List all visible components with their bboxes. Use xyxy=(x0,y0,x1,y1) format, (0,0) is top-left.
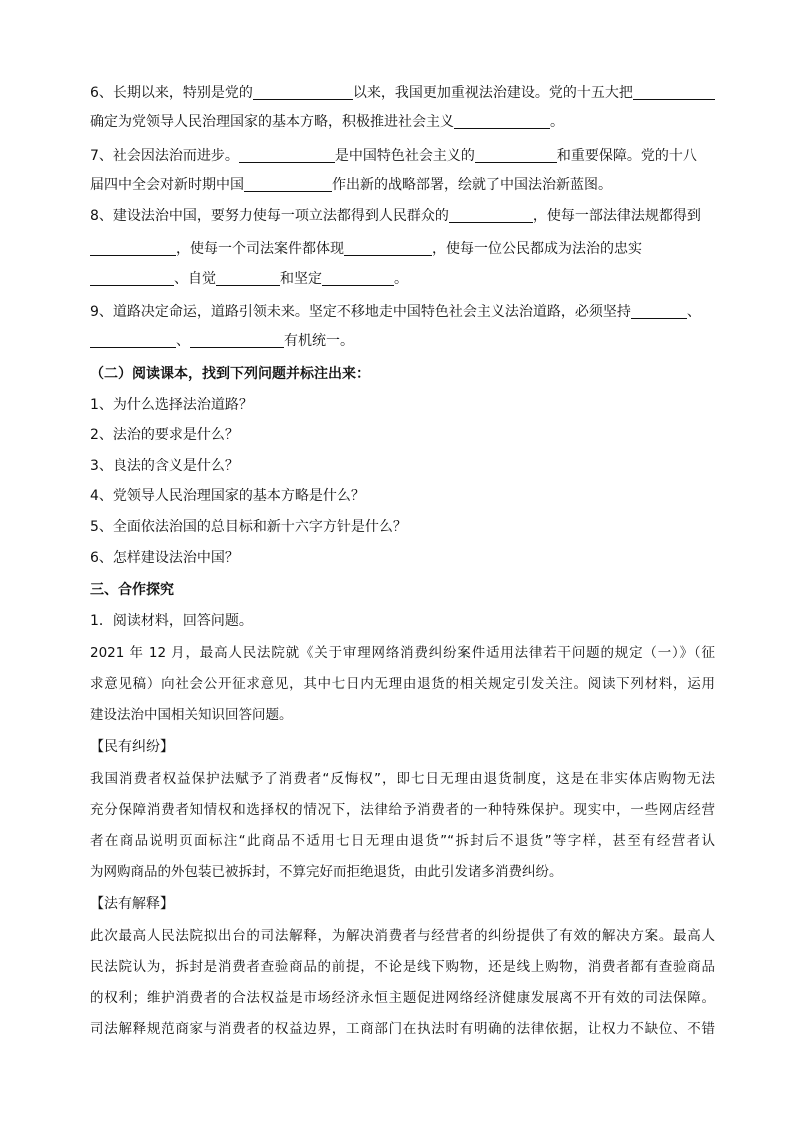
reading-heading: （二）阅读课本，找到下列问题并标注出来： xyxy=(90,366,370,382)
q8-blank-2[interactable] xyxy=(90,240,176,256)
q6-blank-2[interactable] xyxy=(633,84,715,100)
box2-line-1: 此次最高人民法院拟出台的司法解释，为解决消费者与经营者的纠纷提供了有效的解决方案。最高人 xyxy=(90,928,715,944)
q9-blank-1[interactable] xyxy=(631,303,687,319)
q8-blank-6[interactable] xyxy=(322,270,394,286)
q8-blank-1[interactable] xyxy=(449,207,533,223)
q8-text-e: 、自觉 xyxy=(174,271,216,287)
q9-text-a: 9、道路决定命运，道路引领未来。坚定不移地走中国特色社会主义法治道路，必须坚持 xyxy=(90,304,631,320)
reading-question-3: 3、良法的含义是什么？ xyxy=(90,458,239,474)
reading-question-1: 1、为什么选择法治道路？ xyxy=(90,397,253,413)
q6-blank-3[interactable] xyxy=(454,113,550,129)
q7-blank-2[interactable] xyxy=(475,147,557,163)
q6-text-a: 6、长期以来，特别是党的 xyxy=(90,85,253,101)
q9-blank-3[interactable] xyxy=(190,332,284,348)
box2-line-3: 的权利；维护消费者的合法权益是市场经济永恒主题促进网络经济健康发展离不开有效的司法保障。 xyxy=(90,990,715,1006)
q9-text-d: 有机统一。 xyxy=(284,333,354,349)
q8-blank-3[interactable] xyxy=(344,240,432,256)
q9-line-1 xyxy=(90,302,715,322)
intro-line-1: 2021 年 12 月，最高人民法院就《关于审理网络消费纠纷案件适用法律若干问题的规定（一）》（征 xyxy=(90,645,715,661)
q8-text-g: 。 xyxy=(394,271,408,287)
q8-blank-5[interactable] xyxy=(216,270,280,286)
q6-line-2 xyxy=(90,112,715,132)
box1-line-2: 充分保障消费者知情权和选择权的情况下，法律给予消费者的一种特殊保护。现实中，一些网店经营 xyxy=(90,802,715,818)
q9-blank-2[interactable] xyxy=(90,332,176,348)
q7-text-b: 是中国特色社会主义的 xyxy=(334,148,475,164)
intro-line-3: 建设法治中国相关知识回答问题。 xyxy=(90,707,293,723)
cooperation-heading: 三、合作探究 xyxy=(90,582,174,598)
box1-line-3: 者在商品说明页面标注“此商品不适用七日无理由退货”“拆封后不退货”等字样，甚至有经营者认 xyxy=(90,833,715,849)
q8-line-3 xyxy=(90,269,715,289)
q8-text-a: 8、建设法治中国，要努力使每一项立法都得到人民群众的 xyxy=(90,208,449,224)
q7-line-2 xyxy=(90,175,715,195)
q6-text-b: 以来，我国更加重视法治建设。党的十五大把 xyxy=(352,85,633,101)
q8-text-d: ，使每一位公民都成为法治的忠实 xyxy=(432,241,642,257)
box1-line-4: 为网购商品的外包装已被拆封，不算完好而拒绝退货，由此引发诸多消费纠纷。 xyxy=(90,864,563,880)
q8-line-1 xyxy=(90,206,715,226)
intro-line-2: 求意见稿）向社会公开征求意见，其中七日内无理由退货的相关规定引发关注。阅读下列材料，运用 xyxy=(90,676,715,692)
box2-line-4: 司法解释规范商家与消费者的权益边界，工商部门在执法时有明确的法律依据，让权力不缺位、不错 xyxy=(90,1021,715,1037)
q7-blank-1[interactable] xyxy=(239,147,335,163)
reading-question-4: 4、党领导人民治理国家的基本方略是什么？ xyxy=(90,488,365,504)
box2-title: 【法有解释】 xyxy=(90,896,174,912)
box1-line-1: 我国消费者权益保护法赋予了消费者“反悔权”，即七日无理由退货制度，这是在非实体店购物无法 xyxy=(90,771,715,787)
q8-blank-4[interactable] xyxy=(90,270,174,286)
reading-question-6: 6、怎样建设法治中国？ xyxy=(90,550,239,566)
q7-text-d: 届四中全会对新时期中国 xyxy=(90,177,244,193)
box2-line-2: 民法院认为，拆封是消费者查验商品的前提，不论是线下购物，还是线上购物，消费者都有查验商品 xyxy=(90,959,715,975)
box1-title: 【民有纠纷】 xyxy=(90,739,174,755)
q6-text-d: 。 xyxy=(550,114,564,130)
q7-text-e: 作出新的战略部署，绘就了中国法治新蓝图。 xyxy=(332,177,612,193)
q9-text-b: 、 xyxy=(686,304,701,320)
q7-blank-3[interactable] xyxy=(244,176,332,192)
q7-line-1 xyxy=(90,146,715,166)
cooperation-item-1: 1．阅读材料，回答问题。 xyxy=(90,613,253,629)
reading-question-5: 5、全面依法治国的总目标和新十六字方针是什么？ xyxy=(90,519,407,535)
q6-blank-1[interactable] xyxy=(253,84,353,100)
q9-line-2 xyxy=(90,331,715,351)
q8-text-b: ，使每一部法律法规都得到 xyxy=(532,208,701,224)
q7-text-a: 7、社会因法治而进步。 xyxy=(90,148,239,164)
reading-question-2: 2、法治的要求是什么？ xyxy=(90,427,239,443)
q8-text-c: ，使每一个司法案件都体现 xyxy=(176,241,344,257)
q8-line-2 xyxy=(90,239,715,259)
q6-line-1 xyxy=(90,83,715,103)
q6-text-c: 确定为党领导人民治理国家的基本方略，积极推进社会主义 xyxy=(90,114,454,130)
q8-text-f: 和坚定 xyxy=(280,271,322,287)
q9-text-c: 、 xyxy=(176,333,190,349)
q7-text-c: 和重要保障。党的十八 xyxy=(556,148,697,164)
